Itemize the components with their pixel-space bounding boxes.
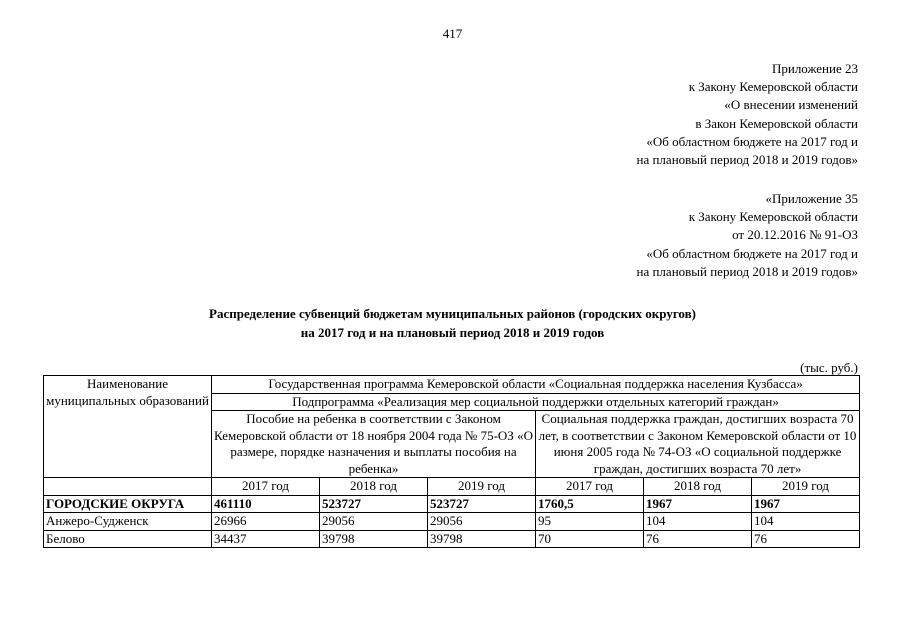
annex-35-line: к Закону Кемеровской области [688,209,858,225]
annex-23-line: в Закон Кемеровской области [695,115,858,131]
annex-35-line: «Приложение 35 [765,191,858,206]
annex-23-line: Приложение 23 [771,61,858,76]
annex-35-line: «Об областном бюджете на 2017 год и [646,245,858,261]
annex-35-line: на плановый период 2018 и 2019 годов» [636,263,858,279]
annex-23-heading [637,60,859,169]
document-title-line-2: на 2017 год и на плановый период 2018 и 2019 годов [300,325,605,340]
row-value: 70 [536,530,644,548]
document-title [0,304,905,342]
annex-23-line: «Об областном бюджете на 2017 год и [646,133,858,149]
annex-23-line: «О внесении изменений [724,97,858,113]
row-value: 523727 [428,495,536,513]
page-number: 417 [442,26,463,41]
row-value: 34437 [212,530,320,548]
header-row-years [44,478,860,496]
year-header: 2017 год [536,478,644,496]
annex-23-line: на плановый период 2018 и 2019 годов» [636,152,858,168]
header-row-program [44,376,860,394]
subprogram-header: Подпрограмма «Реализация мер социальной поддержки отдельных категорий граждан» [212,393,860,411]
elderly-support-header: Социальная поддержка граждан, достигших возраста 70 лет, в соответствии с Законом Кемеровской области от 10 июня 2005 года № 74-ОЗ «О социальной поддержке граждан, достигших возраста 70 лет» [536,411,860,478]
row-value: 1967 [644,495,752,513]
child-benefit-header: Пособие на ребенка в соответствии с Законом Кемеровской области от 18 ноября 2004 года № 75-ОЗ «О размере, порядке назначения и выплаты пособия на ребенка» [212,411,536,478]
row-name: Белово [44,530,212,548]
year-header: 2018 год [320,478,428,496]
row-value: 76 [752,530,860,548]
year-header: 2017 год [212,478,320,496]
row-value: 95 [536,513,644,531]
row-value: 39798 [428,530,536,548]
annex-23-line: к Закону Кемеровской области [688,79,858,95]
row-value: 26966 [212,513,320,531]
table-row [44,530,860,548]
annex-35-heading [637,190,859,281]
row-name: ГОРОДСКИЕ ОКРУГА [44,495,212,513]
row-value: 1967 [752,495,860,513]
table-row [44,513,860,531]
row-value: 523727 [320,495,428,513]
row-value: 104 [644,513,752,531]
table-row-city-districts [44,495,860,513]
year-header: 2019 год [752,478,860,496]
year-header-blank [44,478,212,496]
year-header: 2019 год [428,478,536,496]
row-value: 104 [752,513,860,531]
program-header: Государственная программа Кемеровской области «Социальная поддержка населения Кузбасса» [212,376,860,394]
row-value: 39798 [320,530,428,548]
row-name: Анжеро-Судженск [44,513,212,531]
annex-35-line: от 20.12.2016 № 91-ОЗ [732,227,858,243]
name-column-header: Наименование муниципальных образований [44,376,212,478]
row-value: 29056 [428,513,536,531]
subvention-table [43,375,860,548]
document-title-line-1: Распределение субвенций бюджетам муниципальных районов (городских округов) [209,306,696,321]
row-value: 1760,5 [536,495,644,513]
row-value: 76 [644,530,752,548]
units-label: (тыс. руб.) [800,360,858,375]
row-value: 461110 [212,495,320,513]
row-value: 29056 [320,513,428,531]
year-header: 2018 год [644,478,752,496]
